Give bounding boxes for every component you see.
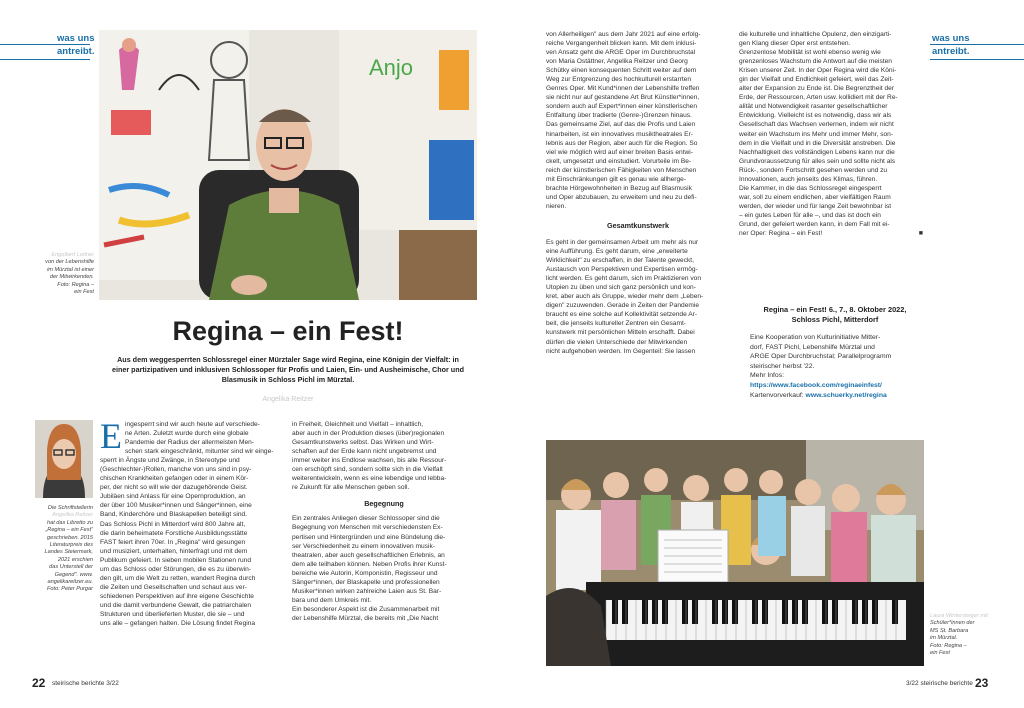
photo-children-illustration xyxy=(546,440,924,666)
text-line: kret, aber auch als Gruppe, wieder mehr dem „Leben- xyxy=(546,293,704,301)
section-rule-left-2 xyxy=(0,59,90,60)
piano-black-key xyxy=(712,600,718,624)
facebook-link[interactable]: https://www.facebook.com/reginaeinfest/ xyxy=(750,381,882,389)
caption-line: ein Fest xyxy=(930,650,950,657)
text-line: nieren. xyxy=(546,202,567,210)
caption-line: geschrieben. 2015 xyxy=(46,534,93,541)
body-column-1 xyxy=(100,416,284,628)
caption-line: der Mitwirkenden. xyxy=(49,274,94,281)
body-column-2 xyxy=(292,420,476,623)
infobox-title xyxy=(750,305,920,325)
text-line: schiedenen Perspektiven auf ihre eigene Geschichte xyxy=(100,592,254,600)
infobox-line: steirischer herbst '22. xyxy=(750,362,815,370)
text-line: braucht es eine solche auf Kollektivität setzende Ar- xyxy=(546,311,698,319)
lead-line: einer partizipativen und inklusiven Schlossoper für Profis und Laien, Ein- und Ausheimische, Chor und xyxy=(112,365,464,374)
piano-black-key xyxy=(862,600,868,624)
photo-artist-studio xyxy=(99,30,477,300)
text-line: Band, Kinderchöre und Blaskapellen beteiligt sind. xyxy=(100,511,247,519)
text-line: Strukturen und überlieferten Muster, die sie – und xyxy=(100,610,245,618)
text-line: werden, der wieder und für lange Zeit bewohnbar ist xyxy=(739,202,892,210)
caption-line: Literaturpreis des xyxy=(49,542,93,549)
text-line: Entwicklung. Vielleicht ist es notwendig, dass wir als xyxy=(739,112,892,120)
magazine-name: steirische berichte xyxy=(52,680,105,687)
section-tag-line: was uns xyxy=(932,33,970,44)
text-line: uns alle – gefangen halten. Die Lösung findet Regina xyxy=(100,620,256,628)
text-line: Schütky einen konsequenten Schritt weiter auf dem xyxy=(546,67,697,75)
text-line: Musiker*innen wirken zahlreiche Laien aus St. Bar- xyxy=(292,587,442,595)
text-line: weiterentwickeln, wenn es eine lebendige und lebba- xyxy=(292,475,447,483)
text-line: war, soll zu einem endlichen, aber vielfältigen Raum xyxy=(739,193,891,201)
text-line: der über 100 Musiker*innen und Sänger*innen, eine xyxy=(100,502,252,510)
text-line: Gesellschaft das Wachsen verlernen, indem wir nicht xyxy=(739,121,894,129)
infobox-line: Eine Kooperation von Kulturinitiative Mitter- xyxy=(750,334,881,341)
text-line: theatralen, aber auch gesellschaftlichen Erlebnis, an xyxy=(292,551,445,559)
issue-number: 3/22 xyxy=(106,680,119,687)
drop-cap: E xyxy=(100,416,122,456)
text-line: und die damit verbundene Gewalt, die patriarchalen xyxy=(100,601,252,609)
text-line: von Allerheiligen" aus dem Jahr 2021 auf eine erfolg- xyxy=(546,31,701,38)
section-tag-right xyxy=(932,32,970,58)
text-line: um das Schloss oder Störungen, die es zu überwin- xyxy=(100,565,252,573)
piano-black-key xyxy=(762,600,768,624)
piano-black-key xyxy=(642,600,648,624)
issue-number: 3/22 xyxy=(906,680,919,687)
text-line: Begegnung von Menschen mit verschiedensten Ex- xyxy=(292,524,443,532)
caption-line: Angelika Reitzer xyxy=(52,512,93,519)
section-tag-line: antreibt. xyxy=(57,46,95,57)
text-line: den gilt, um die Welt zu retten, wandert Regina durch xyxy=(100,574,256,582)
magazine-name: steirische berichte xyxy=(920,680,973,687)
text-line: weiter ein Wachstum ins Mehr und immer Mehr, son- xyxy=(739,130,894,138)
text-line: ckelt, umgesetzt und einstudiert. Vorurteile im Be- xyxy=(546,157,692,165)
text-line: viel wie möglich wird auf einer breiten Basis entwi- xyxy=(546,148,693,156)
text-line: ingesperrt sind wir auch heute auf verschiede- xyxy=(125,421,260,428)
text-line: und musiziert, unterhalten, hinterfragt und mit dem xyxy=(100,547,248,555)
caption-line: 2021 erschien xyxy=(57,556,93,563)
text-line: per, der nicht so will wie der dazugehörende Geist. xyxy=(100,484,248,492)
text-line: Grenzenlose Mobilität ist wohl ebenso wenig wie xyxy=(739,49,881,57)
ticket-link[interactable]: www.schuerky.net/regina xyxy=(805,391,887,399)
lead-line: Aus dem weggesperrten Schlossregel einer Mürztaler Sage wird Regina, eine Königin der Vielfalt: in xyxy=(117,355,459,364)
caption-portrait xyxy=(30,505,93,594)
text-line: nicht aufgehoben werden. Im Gegenteil: Sie lassen xyxy=(546,347,696,355)
text-line: Gesamtkunstwerks selbst. Das Wirken und Wirt- xyxy=(292,439,434,447)
infobox-line: ARGE Oper Durchbruchstal; Parallelprogramm xyxy=(750,353,892,361)
caption-line: Gegend". www. xyxy=(54,571,93,578)
text-line: sondern auch auf Expert*innen einer künstlerischen xyxy=(546,103,698,111)
caption-line: ein Fest xyxy=(74,289,94,296)
piano-black-key xyxy=(872,600,878,624)
text-line: Ein besonderer Aspekt ist die Zusammenarbeit mit xyxy=(292,605,440,613)
portrait-illustration xyxy=(35,420,93,498)
text-line: Publikum gefeiert. In sieben mobilen Stationen rund xyxy=(100,556,252,564)
piano-black-key xyxy=(892,600,898,624)
piano-black-key xyxy=(782,600,788,624)
infobox-title-line: Schloss Pichl, Mitterdorf xyxy=(791,315,879,324)
body-column-4 xyxy=(739,30,923,238)
text-line: Erde, der Ressourcen, Arten usw. kollidiert mit der Re- xyxy=(739,94,898,102)
text-line: kunstwerk mit persönlichen Mitteln erschafft. Dabei xyxy=(546,329,695,337)
caption-bottom-photo xyxy=(930,613,1000,657)
text-line: Austausch von Perspektiven und Expertisen ermög- xyxy=(546,266,698,274)
piano-black-key xyxy=(822,600,828,624)
piano-black-key xyxy=(652,600,658,624)
caption-line: hat das Libretto zu xyxy=(46,519,93,526)
text-line: Jubiläen sind Anlass für eine Opernproduktion, an xyxy=(100,493,246,501)
text-line: schaften auf der Erde kann nicht ungebremst und xyxy=(292,448,437,456)
text-line: grenzenloses Wachstum die Antwort auf die meisten xyxy=(739,58,892,66)
text-line: von Maria Ostättner, Angelika Reitzer und Georg xyxy=(546,58,688,66)
text-line: pertisen und Hintergründen und eine Bündelung die- xyxy=(292,533,446,541)
final-line xyxy=(739,229,923,238)
presale-label: Kartenvorverkauf: xyxy=(750,391,804,399)
caption-line: das Unterstell der xyxy=(49,564,93,571)
text-line: Krisen unserer Zeit. In der Oper Regina wird die Köni- xyxy=(739,67,897,75)
text-line: immer weiter ins Endlose wachsen, bis alle Ressour- xyxy=(292,457,447,465)
text-line: (Geschlechter-)Rollen, manche von uns sind in psy- xyxy=(100,466,252,474)
text-line: Genres Oper. Mit Kund*innen der Lebenshilfe treffen xyxy=(546,85,700,93)
text-line: hinarbeiten, ist ein innovatives musiktheatrales Er- xyxy=(546,130,693,138)
caption-line: Engelbert Leitner xyxy=(51,252,94,258)
text-line: Rück-, sondern Fortschritt gesehen werden und zu xyxy=(739,166,888,174)
text-line: Das Schloss Pichl in Mitterdorf wird 800 Jahre alt, xyxy=(100,520,246,528)
section-tag-left xyxy=(57,32,95,58)
text-line: gen Klang dieser Oper erst entstehen. xyxy=(739,40,851,48)
body-column-3 xyxy=(546,30,730,356)
text-line: bara und dem Umkreis mit. xyxy=(292,596,372,604)
caption-line: Foto: Regina – xyxy=(930,642,967,649)
caption-line: im Mürztal. xyxy=(930,635,958,642)
piano-black-key xyxy=(612,600,618,624)
caption-line: Laura Wintersteiger mit xyxy=(930,613,988,619)
text-line: Es geht in der gemeinsamen Arbeit um mehr als nur xyxy=(546,238,699,246)
caption-top-photo xyxy=(30,252,94,296)
text-line: mit Einschränkungen gilt es genau wie allherge- xyxy=(546,175,687,183)
text-line: Grundvoraussetzung für alles sein und sollte nicht als xyxy=(739,157,896,165)
end-mark: ■ xyxy=(918,230,923,238)
text-line: licht werden. Es geht darum, sich im Praktizieren von xyxy=(546,275,702,283)
caption-line: Schüler*innen der xyxy=(930,620,975,627)
text-line: Pandemie der Radius der allermeisten Men- xyxy=(125,439,255,447)
piano-black-key xyxy=(802,600,808,624)
text-line: ne Arten. Zuletzt wurde durch eine globale xyxy=(125,430,249,438)
text-line: schen stark eingeschränkt, mitunter sind wir einge- xyxy=(125,448,274,456)
text-line: chischen Krankheiten gefangen oder in einem Kör- xyxy=(100,475,249,483)
text-line: ven Ansatz geht die ARGE Oper im Durchbruchstal xyxy=(546,49,696,57)
text-line: alität und Notwendigkeit rasanter gesellschaftlicher xyxy=(739,103,888,111)
piano-black-key xyxy=(682,600,688,624)
page-number-left: 22 xyxy=(32,676,46,690)
photo-children-piano xyxy=(546,440,924,666)
lead-paragraph xyxy=(100,355,476,385)
lead-line: Blasmusik in Schloss Pichl im Mürztal. xyxy=(221,375,355,384)
caption-line: Landes Steiermark, xyxy=(44,549,93,556)
text-line: die kulturelle und inhaltliche Opulenz, den einzigarti- xyxy=(739,31,892,38)
section-tag-line: antreibt. xyxy=(932,46,970,57)
piano-black-key xyxy=(852,600,858,624)
caption-line: Foto: Peter Purgar xyxy=(46,586,93,593)
text-line: Utopien zu üben und sich ganz persönlich und kon- xyxy=(546,284,696,292)
text-line: dürfen die vielen Unterschiede der Mitwirkenden xyxy=(546,338,688,346)
text-line: gin der Vielfalt und Endlichkeit gefeiert, weil das Zeit- xyxy=(739,76,894,84)
text-line: Sänger*innen, der Blaskapelle und professionellen xyxy=(292,578,440,586)
subheading-gesamtkunstwerk: Gesamtkunstwerk xyxy=(607,220,669,230)
text-line: Entfaltung über tradierte (Genre-)Grenzen hinaus. xyxy=(546,112,692,120)
caption-line: „Regina – ein Fest“ xyxy=(45,527,93,534)
piano-black-key xyxy=(732,600,738,624)
text-line: dem in die Vielfalt und in die Diversität anstreben. Die xyxy=(739,139,896,147)
text-line: reiche Vergangenheit blicken kann. Mit dem inklusi- xyxy=(546,40,697,48)
headline: Regina – ein Fest! xyxy=(172,316,404,346)
text-line: Weg zur Entgrenzung des hochkulturell erstarrten xyxy=(546,76,692,84)
piano-black-key xyxy=(722,600,728,624)
text-line: lebnis aus der Region, aber auch für die Region. So xyxy=(546,139,698,147)
text-line: digen" zuzuwenden. Gerade in Zeiten der Pandemie xyxy=(546,302,699,310)
text-line: Innovationen, auch jenseits des Klimas, führen. xyxy=(739,175,878,183)
text-line: die Zeiten und Gesellschaften und schaut aus ver- xyxy=(100,583,247,591)
photo-author-portrait xyxy=(35,420,93,498)
infobox-more-info: Mehr Infos: xyxy=(750,372,784,380)
text-line: eine Aufführung. Es geht darum, eine „erweiterte xyxy=(546,248,688,256)
text-line: re Zukunft für alle Menschen geben soll. xyxy=(292,484,410,492)
caption-line: im Mürztal ist einer xyxy=(47,266,94,273)
text-line: Nachhaltigkeit des vollständigen Lebens kann nur die xyxy=(739,148,895,156)
text-line: der Lebenshilfe Mürztal, die bereits mit „Die Nacht xyxy=(292,614,439,622)
piano-black-key xyxy=(692,600,698,624)
caption-line: von der Lebenshilfe xyxy=(45,259,94,266)
text-line: Grund, der gefeiert werden kann, in dem Fall mit ei- xyxy=(739,220,890,228)
infobox-line: dorf, FAST Pichl, Lebenshilfe Mürztal und xyxy=(750,343,875,351)
photo-artist-illustration xyxy=(99,30,477,300)
text-line: bereiche wie Autorin, Komponistin, Regisseur und xyxy=(292,569,438,577)
text-line: ner Oper: Regina – ein Fest! xyxy=(739,230,823,238)
text-line: aber auch in der Produktion dieses (über)regionalen xyxy=(292,430,445,438)
piano-black-key xyxy=(662,600,668,624)
text-line: alter der Expansion zu Ende ist. Die Begrenztheit der xyxy=(739,85,895,93)
text-line: Ein zentrales Anliegen dieser Schlossoper sind die xyxy=(292,515,440,523)
folio-right-text xyxy=(906,680,973,687)
svg-text:Anjo: Anjo xyxy=(369,55,414,80)
text-line: cen erschöpft sind, sondern sollte sich in die Vielfalt xyxy=(292,466,443,474)
text-line: beit, die jenseits kultureller Zentren ein Gesamt- xyxy=(546,320,686,328)
text-line: Wirklichkeit" zu erschaffen, in der Talente geweckt, xyxy=(546,257,694,265)
folio-left-text xyxy=(52,680,119,687)
caption-line: MS St. Barbara xyxy=(930,627,969,634)
text-line: reich der künstlerischen Fähigkeiten von Menschen xyxy=(546,166,697,174)
text-line: Die Kammer, in die das Schlossregel eingesperrt xyxy=(739,184,882,192)
text-line: sperrt in Ängste und Zwänge, in Stereotype und xyxy=(100,457,240,465)
caption-line: angelikareitzer.eu. xyxy=(47,579,93,586)
presale-line xyxy=(750,391,920,401)
caption-line: Die Schriftstellerin xyxy=(47,505,93,511)
text-line: und Oper abzubauen, zu erweitern und neu zu defi- xyxy=(546,193,697,201)
piano-black-key xyxy=(792,600,798,624)
text-line: ser Verschiedenheit zu einem innovativen musik- xyxy=(292,542,435,550)
section-rule-right-2 xyxy=(930,59,1024,60)
text-line: in Freiheit, Gleichheit und Vielfalt – inhaltlich, xyxy=(292,421,424,428)
subheading-begegnung: Begegnung xyxy=(364,499,404,509)
text-line: sie nicht nur auf gestandene Art Brut Künstler*innen, xyxy=(546,94,700,102)
page-number-right: 23 xyxy=(975,676,989,690)
infobox-title-line: Regina – ein Fest! 6., 7., 8. Oktober 2022, xyxy=(763,305,907,314)
piano-black-key xyxy=(622,600,628,624)
caption-line: Foto: Regina – xyxy=(57,281,94,288)
text-line: FAST feiert ihren 70er. In „Regina" wird gesungen xyxy=(100,538,246,546)
event-infobox xyxy=(750,305,920,400)
section-tag-line: was uns xyxy=(57,33,95,44)
text-line: brachte Hörgewohnheiten in Bezug auf Blasmusik xyxy=(546,184,692,192)
author-byline: Angelika Reitzer xyxy=(262,396,314,403)
text-line: Das gemeinsame Ziel, auf das die Profis und Laien xyxy=(546,121,696,129)
text-line: die darin beheimatete Forstliche Ausbildungsstätte xyxy=(100,529,248,537)
piano-black-key xyxy=(832,600,838,624)
text-line: dem alle teilhaben können. Neben Profis ihrer Kunst- xyxy=(292,560,447,568)
piano-black-key xyxy=(752,600,758,624)
text-line: – ein gutes Leben für alle –, und das ist doch ein xyxy=(739,211,881,219)
